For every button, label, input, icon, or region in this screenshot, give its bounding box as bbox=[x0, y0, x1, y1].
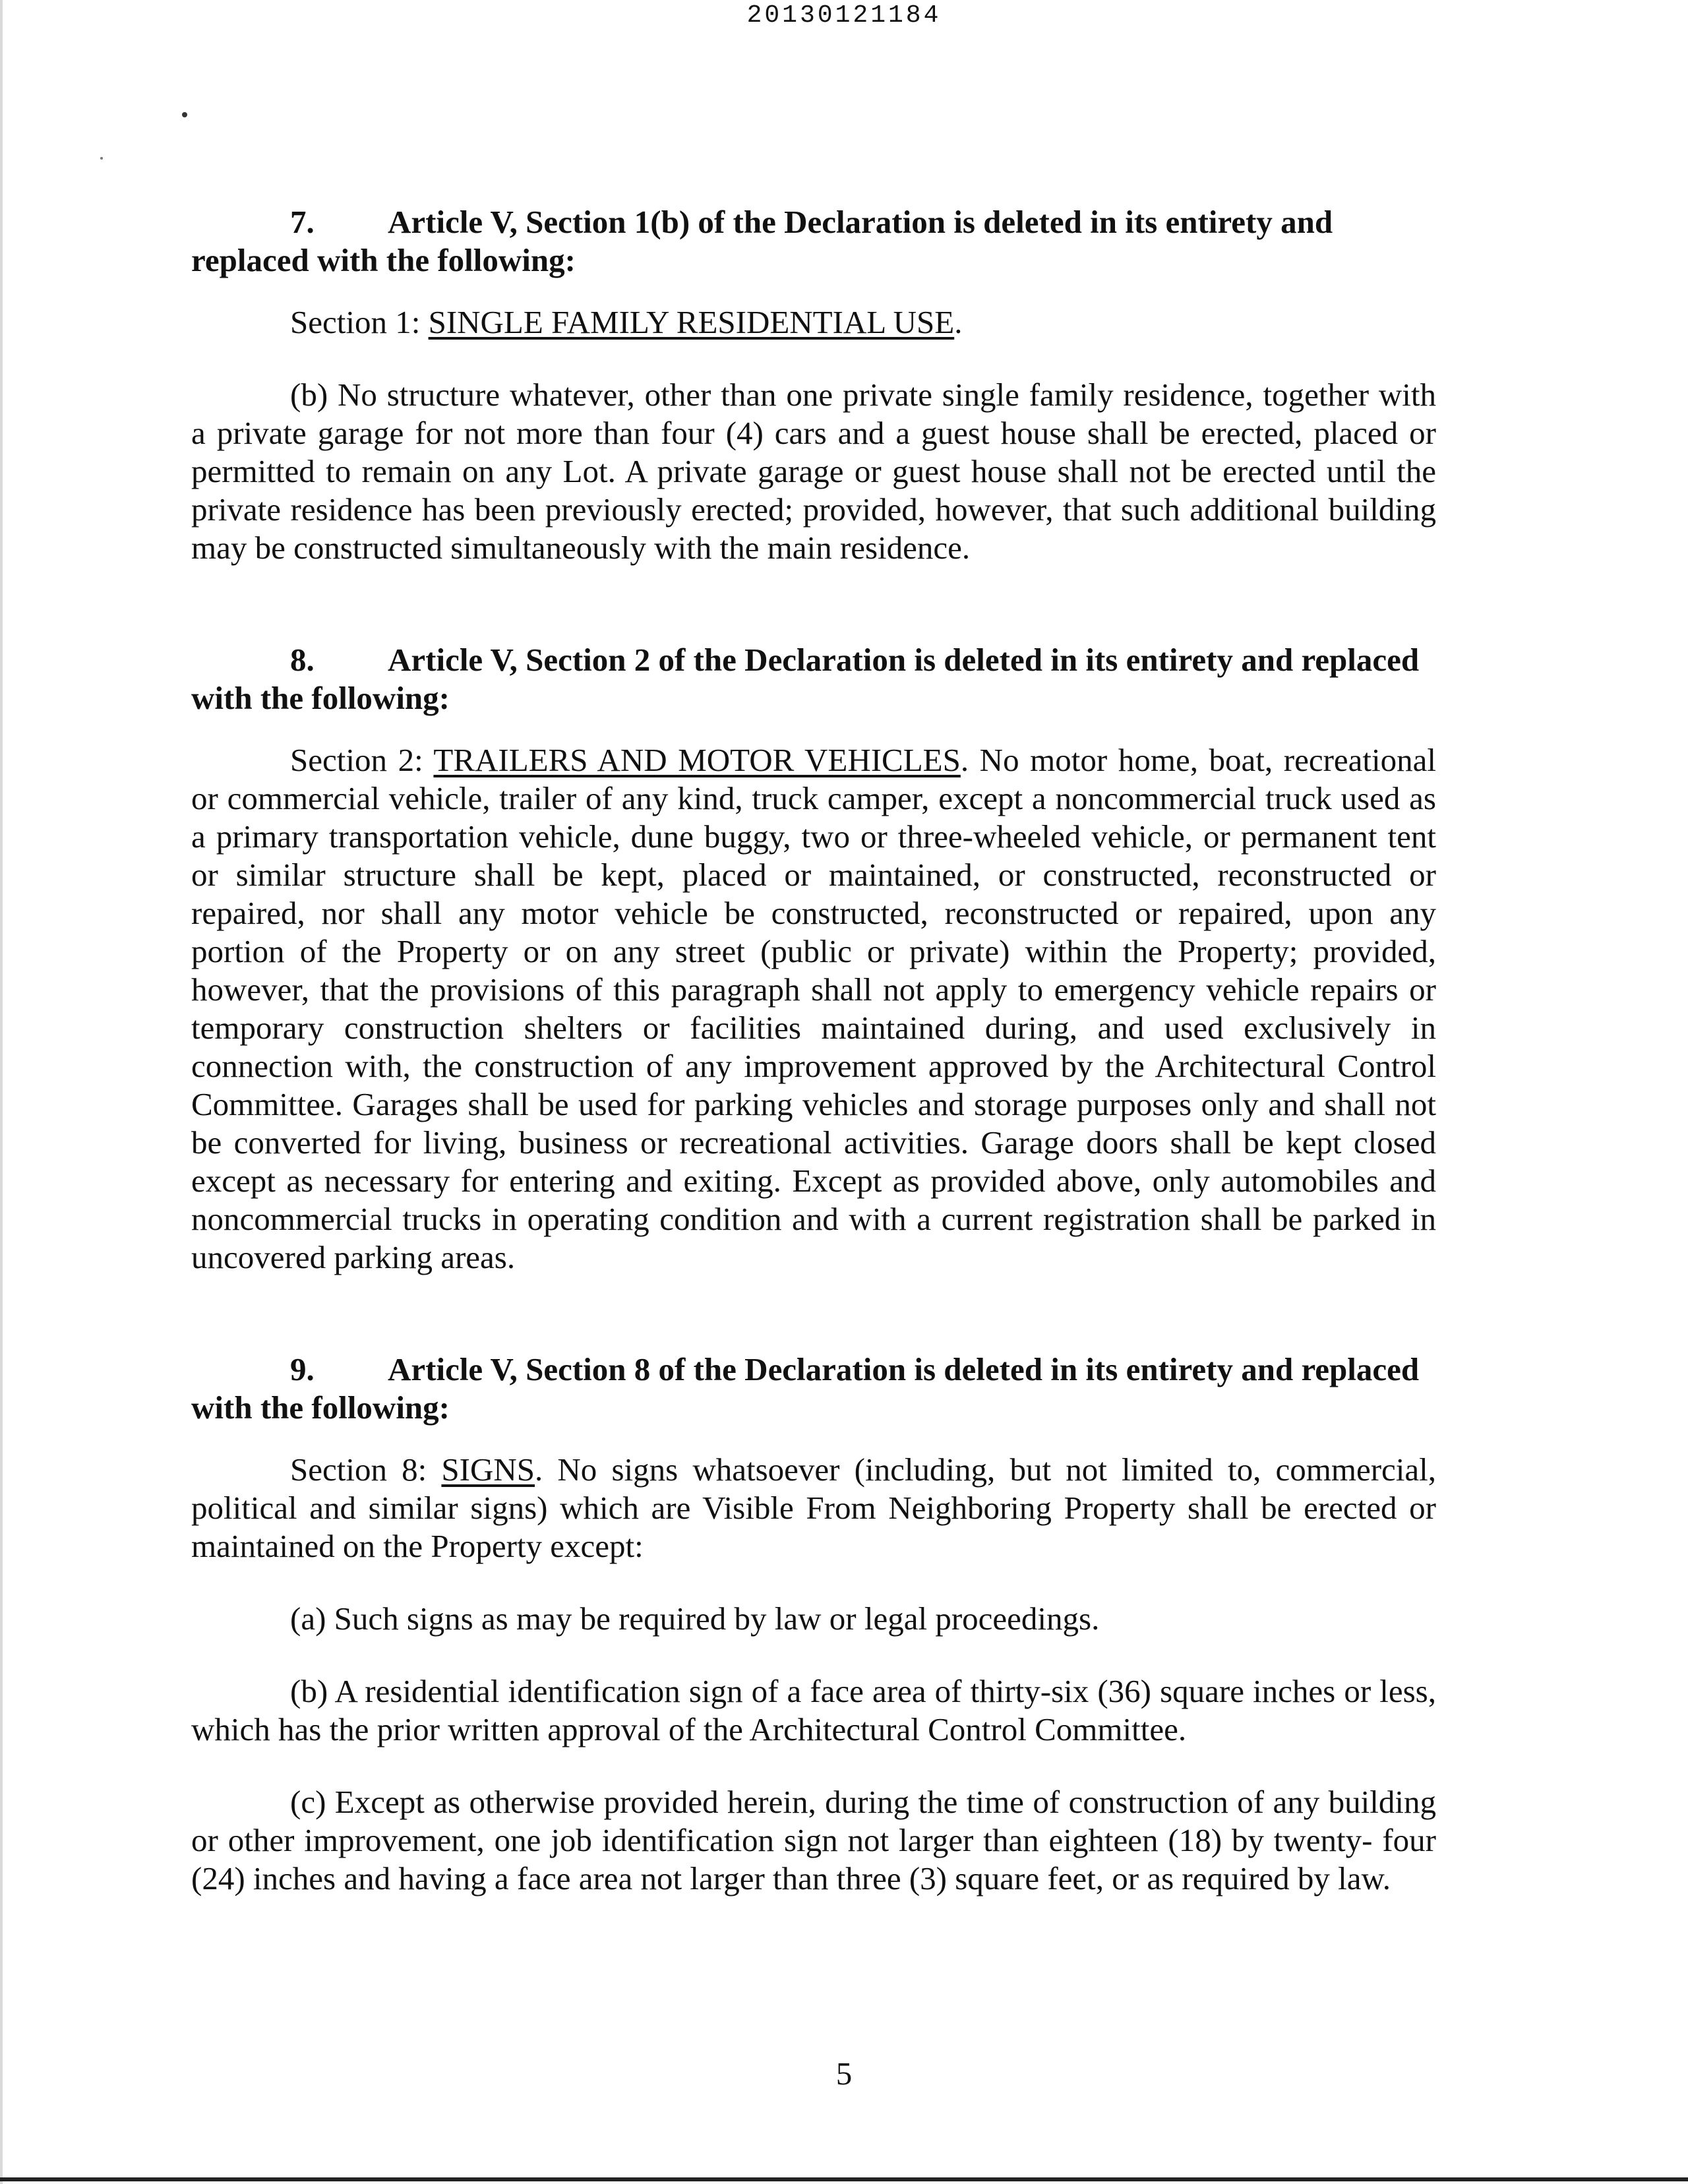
section-title-underlined: TRAILERS AND MOTOR VEHICLES bbox=[433, 742, 961, 778]
section-number: 7. bbox=[290, 204, 315, 240]
bottom-border bbox=[0, 2177, 1688, 2181]
section-title-underlined: SINGLE FAMILY RESIDENTIAL USE bbox=[428, 304, 955, 340]
scan-edge bbox=[0, 0, 3, 2184]
section-8-heading bbox=[191, 641, 1436, 717]
page-number: 5 bbox=[835, 2055, 853, 2092]
section-7-heading bbox=[191, 203, 1436, 280]
section-number: 9. bbox=[290, 1351, 315, 1387]
section-title-underlined: SIGNS bbox=[441, 1451, 535, 1488]
list-item: (b) A residential identification sign of a face area of thirty-six (36) square inches or less, which has the prior written approval of the Architectural Control Committee. bbox=[191, 1673, 1436, 1747]
list-item: (c) Except as otherwise provided herein, during the time of construction of any building or other improvement, one job identification sign not larger than eighteen (18) by twenty- four (24) inches and having a face area not larger than three (3) square feet, or as required by law. bbox=[191, 1784, 1436, 1896]
recording-number: 20130121184 bbox=[746, 1, 942, 30]
section-heading-text: Article V, Section 2 of the Declaration is deleted in its entirety and replaced with the following: bbox=[191, 642, 1420, 716]
scan-speck bbox=[100, 157, 103, 160]
section-9-heading bbox=[191, 1350, 1436, 1427]
section-7-subtitle: Section 1: SINGLE FAMILY RESIDENTIAL USE. bbox=[290, 304, 963, 340]
section-heading-text: Article V, Section 8 of the Declaration is deleted in its entirety and replaced with the following: bbox=[191, 1351, 1420, 1426]
section-8-paragraph: Section 2: TRAILERS AND MOTOR VEHICLES. No motor home, boat, recreational or commercial vehicle, trailer of any kind, truck camper, except a noncommercial truck used as a primary transportation vehicle, dune buggy, two or three-wheeled vehicle, or permanent tent or similar structure shall be kept, placed or maintained, or constructed, reconstructed or repaired, nor shall any motor vehicle be constructed, reconstructed or repaired, upon any portion of the Property or on any street (public or private) within the Property; provided, however, that the provisions of this paragraph shall not apply to emergency vehicle repairs or temporary construction shelters or facilities maintained during, and used exclusively in connection with, the construction of any improvement approved by the Architectural Control Committee. Garages shall be used for parking vehicles and storage purposes only and shall not be converted for living, business or recreational activities. Garage doors shall be kept closed except as necessary for entering and exiting. Except as provided above, only automobiles and noncommercial trucks in operating condition and with a current registration shall be parked in uncovered parking areas. bbox=[191, 742, 1436, 1275]
document-body bbox=[191, 203, 1436, 1898]
section-7-paragraph: (b) No structure whatever, other than one private single family residence, together with a private garage for not more than four (4) cars and a guest house shall be erected, placed or permitted to remain on any Lot. A private garage or guest house shall not be erected until the private residence has been previously erected; provided, however, that such additional building may be constructed simultaneously with the main residence. bbox=[191, 377, 1436, 566]
list-item: (a) Such signs as may be required by law or legal proceedings. bbox=[290, 1600, 1100, 1637]
section-number: 8. bbox=[290, 642, 315, 678]
scan-speck bbox=[182, 112, 187, 117]
section-heading-text: Article V, Section 1(b) of the Declaration is deleted in its entirety and replaced with the following: bbox=[191, 204, 1333, 278]
section-9-paragraph: Section 8: SIGNS. No signs whatsoever (including, but not limited to, commercial, political and similar signs) which are Visible From Neighboring Property shall be erected or maintained on the Property except: bbox=[191, 1451, 1436, 1564]
